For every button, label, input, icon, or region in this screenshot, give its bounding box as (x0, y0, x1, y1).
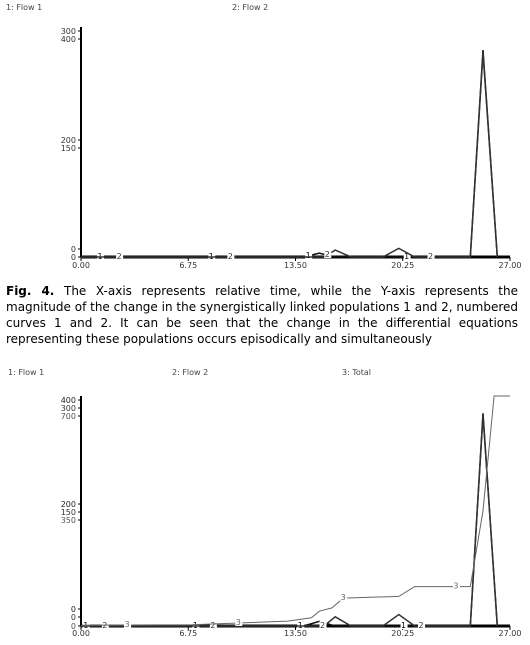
y-tick-label: 300 (60, 27, 76, 36)
series-marker-label: 2 (210, 621, 216, 630)
y-tick-label: 0 (70, 253, 76, 262)
y-tick-label: 200 (60, 136, 76, 145)
y-tick-label: 400 (60, 35, 76, 44)
x-tick-label: 6.75 (179, 629, 198, 638)
x-tick-label: 20.25 (391, 261, 415, 270)
y-tick-label: 400 (60, 396, 76, 405)
series-marker-label: 1 (400, 621, 407, 630)
legend-entry: 2: Flow 2 (232, 3, 269, 12)
series-marker-label: 3 (124, 620, 130, 630)
y-tick-label: 0 (70, 622, 76, 631)
legend-entry: 1: Flow 1 (8, 368, 45, 377)
series-marker-label: 1 (97, 252, 103, 261)
series-marker-label: 1 (297, 621, 303, 630)
series-marker-label: 2 (227, 252, 233, 261)
series-marker-label: 3 (235, 617, 241, 627)
chart-2 (0, 365, 530, 643)
x-tick-label: 20.25 (391, 629, 415, 638)
x-tick-label: 6.75 (179, 261, 198, 270)
legend-entry: 3: Total (342, 368, 372, 377)
x-tick-label: 0.00 (72, 629, 90, 638)
series-marker-label: 1 (404, 252, 410, 261)
x-tick-label: 27.00 (498, 261, 522, 270)
series-marker-label: 2 (102, 621, 108, 630)
series-line-2 (81, 415, 497, 626)
series-marker-label: 1 (192, 621, 198, 630)
series-marker-label: 1 (208, 252, 214, 261)
y-tick-label: 150 (60, 144, 76, 153)
series-marker-label: 2 (324, 250, 330, 260)
series-marker-label: 2 (319, 621, 326, 630)
series-marker-label: 2 (428, 252, 434, 261)
y-tick-label: 0 (70, 613, 76, 622)
series-marker-label: 1 (83, 621, 89, 630)
chart-1 (0, 0, 530, 270)
series-marker-label: 1 (305, 250, 311, 260)
y-tick-label: 700 (60, 412, 76, 421)
x-tick-label: 27.00 (498, 629, 522, 638)
series-line-1 (81, 413, 497, 626)
figure-label: Fig. 4. (6, 284, 55, 298)
series-marker-label: 2 (116, 252, 122, 261)
y-tick-label: 350 (60, 516, 76, 525)
y-tick-label: 150 (60, 508, 76, 517)
series-marker-label: 3 (453, 581, 459, 591)
series-line-2 (81, 53, 497, 260)
y-tick-label: 300 (60, 404, 76, 413)
x-tick-label: 13.50 (284, 261, 307, 270)
figure-caption (6, 283, 518, 347)
legend-entry: 1: Flow 1 (6, 3, 43, 12)
series-marker-label: 2 (418, 621, 424, 630)
x-tick-label: 13.50 (284, 629, 307, 638)
series-line-3 (81, 396, 510, 625)
y-tick-label: 0 (70, 245, 76, 254)
caption-text: The X-axis represents relative time, while the Y-axis represents the magnitude of the change in the synergistically linked populations 1 and 2, numbered curves 1 and 2. It can be seen that the change in the differential equations representing these populations occurs episodically and simultaneously (6, 284, 519, 346)
legend-entry: 2: Flow 2 (172, 368, 209, 377)
x-tick-label: 0.00 (72, 261, 90, 270)
y-tick-label: 0 (70, 605, 76, 614)
series-marker-label: 3 (340, 593, 346, 603)
y-tick-label: 200 (60, 500, 76, 509)
series-line-1 (81, 50, 497, 260)
